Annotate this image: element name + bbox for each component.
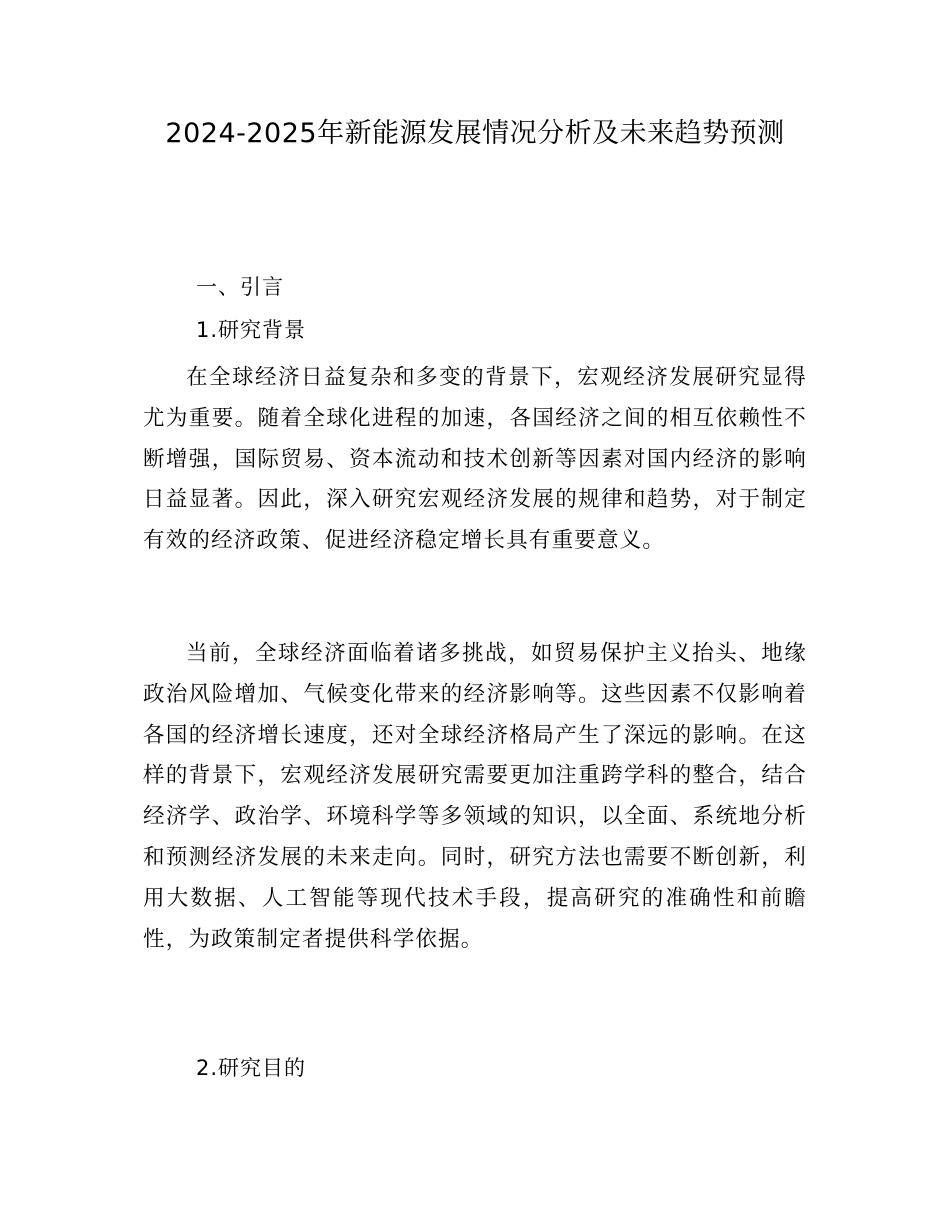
document-title: 2024-2025年新能源发展情况分析及未来趋势预测 <box>165 118 785 149</box>
subsection-heading-research-purpose: 2.研究目的 <box>196 1056 307 1080</box>
subsection-heading-research-background: 1.研究背景 <box>196 318 307 342</box>
paragraph-background-1: 在全球经济日益复杂和多变的背景下，宏观经济发展研究显得尤为重要。随着全球化进程的加速，各国经济之间的相互依赖性不断增强，国际贸易、资本流动和技术创新等因素对国内经济的影响日益显著。因此，深入研究宏观经济发展的规律和趋势，对于制定有效的经济政策、促进经济稳定增长具有重要意义。 <box>143 365 807 554</box>
paragraph-background-2: 当前，全球经济面临着诸多挑战，如贸易保护主义抬头、地缘政治风险增加、气候变化带来的经济影响等。这些因素不仅影响着各国的经济增长速度，还对全球经济格局产生了深远的影响。在这样的背景下，宏观经济发展研究需要更加注重跨学科的整合，结合经济学、政治学、环境科学等多领域的知识，以全面、系统地分析和预测经济发展的未来走向。同时，研究方法也需要不断创新，利用大数据、人工智能等现代技术手段，提高研究的准确性和前瞻性，为政策制定者提供科学依据。 <box>143 641 807 952</box>
section-heading-introduction: 一、引言 <box>196 275 284 299</box>
